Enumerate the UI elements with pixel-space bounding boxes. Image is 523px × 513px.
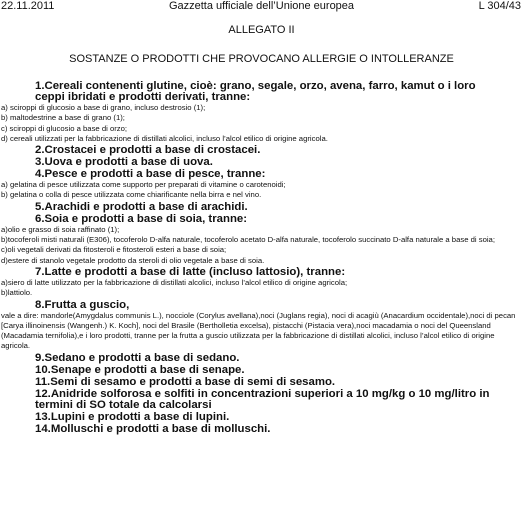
allergen-section	[1, 214, 521, 266]
section-item: a)siero di latte utilizzato per la fabbricazione di distillati alcolici, incluso l’alcol etilico di origine agricola;	[1, 277, 348, 287]
section-heading-text: 6.Soia e prodotti a base di soia, tranne:	[35, 212, 248, 225]
allergen-section	[1, 377, 521, 388]
section-heading	[1, 377, 521, 388]
section-item: d) cereali utilizzati per la fabbricazione di distillati alcolici, incluso l’alcol etilico di origine agricola.	[1, 133, 328, 143]
allergen-list	[1, 80, 521, 435]
section-heading-continuation: termini di SO totale da calcolarsi	[35, 398, 212, 411]
section-heading-text: 7.Latte e prodotti a base di latte (incluso lattosio), tranne:	[35, 265, 346, 278]
section-heading	[1, 389, 521, 411]
section-heading	[1, 353, 521, 364]
section-item: c) sciroppi di glucosio a base di orzo;	[1, 123, 128, 133]
section-heading	[1, 202, 521, 213]
allergen-section	[1, 145, 521, 156]
section-heading	[1, 169, 521, 180]
header-reference: L 304/43	[478, 0, 521, 12]
allergen-section	[1, 353, 521, 364]
section-heading-text: 4.Pesce e prodotti a base di pesce, tranne:	[35, 168, 266, 181]
section-heading	[1, 214, 521, 225]
header-date: 22.11.2011	[1, 0, 55, 12]
section-heading	[1, 300, 521, 311]
allergen-section	[1, 412, 521, 423]
allergen-section	[1, 157, 521, 168]
section-heading	[1, 412, 521, 423]
section-heading-text: 9.Sedano e prodotti a base di sedano.	[35, 351, 240, 364]
section-heading	[1, 365, 521, 376]
section-item: b)tocoferoli misti naturali (E306), tocoferolo D-alfa naturale, tocoferolo acetato D-alfa naturale, tocoferolo succinato D-alfa naturale a base di soia;	[1, 235, 495, 245]
section-heading-text: 14.Molluschi e prodotti a base di molluschi.	[35, 422, 271, 435]
allergen-section	[1, 389, 521, 411]
section-heading	[1, 424, 521, 435]
allergen-section	[1, 267, 521, 299]
section-heading-text: 3.Uova e prodotti a base di uova.	[35, 156, 213, 169]
allergen-section	[1, 365, 521, 376]
section-heading	[1, 81, 521, 103]
section-heading-text: 5.Arachidi e prodotti a base di arachidi.	[35, 200, 248, 213]
section-item: d)estere di stanolo vegetale prodotto da steroli di olio vegetale a base di soia.	[1, 255, 265, 265]
section-heading-text: 11.Semi di sesamo e prodotti a base di semi di sesamo.	[35, 375, 336, 388]
section-heading-text: 10.Senape e prodotti a base di senape.	[35, 363, 245, 376]
section-heading-text: 2.Crostacei e prodotti a base di crostacei.	[35, 144, 261, 157]
allergen-section	[1, 424, 521, 435]
header-journal-title: Gazzetta ufficiale dell’Unione europea	[168, 0, 355, 12]
allergen-section	[1, 202, 521, 213]
section-item: a)olio e grasso di soia raffinato (1);	[1, 224, 120, 234]
allergen-section	[1, 300, 521, 352]
allergen-section	[1, 169, 521, 201]
section-item: b) maltodestrine a base di grano (1);	[1, 113, 125, 123]
page-header	[0, 0, 523, 12]
section-heading-text: 1.Cereali contenenti glutine, cioè: grano, segale, orzo, avena, farro, kamut o i loro	[35, 80, 476, 92]
section-heading-text: 13.Lupini e prodotti a base di lupini.	[35, 410, 230, 423]
section-item: a) gelatina di pesce utilizzata come supporto per preparati di vitamine o carotenoidi;	[1, 180, 286, 190]
document-title: SOSTANZE O PRODOTTI CHE PROVOCANO ALLERGIE O INTOLLERANZE	[69, 53, 454, 65]
section-heading	[1, 157, 521, 168]
section-item: a) sciroppi di glucosio a base di grano, incluso destrosio (1);	[1, 103, 206, 112]
annex-title: ALLEGATO II	[228, 24, 295, 36]
section-item: b) gelatina o colla di pesce utilizzata come chiarificante nella birra e nel vino.	[1, 190, 262, 200]
section-item: c)oli vegetali derivati da fitosteroli e fitosteroli esteri a base di soia;	[1, 245, 227, 255]
section-heading	[1, 145, 521, 156]
section-heading-text: 8.Frutta a guscio,	[35, 298, 130, 311]
section-item: b)lattiolo.	[1, 288, 33, 298]
section-heading	[1, 267, 521, 278]
section-heading-text: 12.Anidride solforosa e solfiti in concentrazioni superiori a 10 mg/kg o 10 mg/litro in	[35, 387, 490, 400]
allergen-section	[1, 81, 521, 144]
section-heading-continuation: ceppi ibridati e prodotti derivati, tranne:	[35, 91, 251, 103]
section-item: vale a dire: mandorle(Amygdalus communis L.), nocciole (Corylus avellana),noci (Juglans regia), noci di acagiù (Anacardium occidentale),noci di pecan [Carya illinoinensis (Wangenh.) K. Koch], noci del Brasile (Bertholletia excelsa), pistacchi (Pistacia vera),noci macadamia o noci del Queensland (Macadamia ternifolia),e i loro prodotti, tranne per la frutta a guscio utilizzata per la fabbricazione di distillati alcolici, incluso l’alcol etilico di origine agricola.	[1, 310, 516, 351]
